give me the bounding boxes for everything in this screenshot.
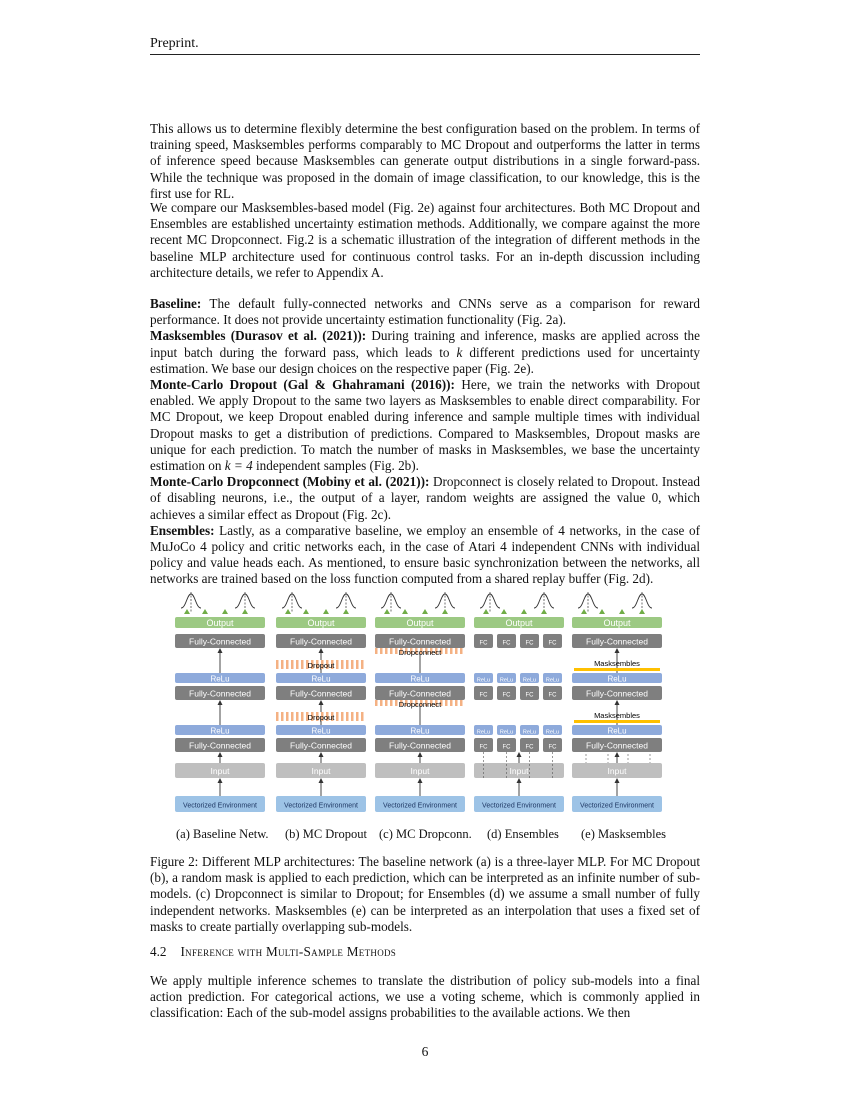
col-e-arrow-env-head — [615, 778, 620, 783]
col-a-environment-label: Vectorized Environment — [183, 802, 257, 810]
intro-paragraph-1: This allows us to determine flexibly determine the best configuration based on the problem. In terms of training speed, Masksembles performs comparably to MC Dropout and outperforms the latter in terms of inference speed because Masksembles can generate output distributions in a single forward-pass. While the technique was proposed in the domain of image classification, to our knowledge, this is the first use for RL. — [150, 121, 700, 201]
col-b-dropout-top-stripe — [351, 660, 354, 669]
col-d-environment-label: Vectorized Environment — [482, 802, 556, 810]
col-a-input-label: Input — [210, 766, 230, 776]
col-b-dropout-bottom-stripe — [301, 712, 304, 721]
col-d-relu-1-2-label: ReLu — [522, 729, 537, 736]
col-c-dropconnect-top-stripe — [385, 648, 388, 654]
col-d-relu-0-1-label: ReLu — [499, 677, 514, 684]
col-e-mask-bottom — [574, 720, 660, 723]
col-a-fc-1-label: Fully-Connected — [189, 688, 251, 699]
col-b-relu-1-label: ReLu — [311, 726, 331, 736]
col-d-output-marker-1 — [501, 609, 507, 614]
col-c-input-label: Input — [410, 766, 430, 776]
col-b-output-marker-2 — [323, 609, 329, 614]
col-c-dropconnect-bottom-stripe — [385, 700, 388, 706]
col-c-dropconnect-top-stripe — [460, 648, 463, 654]
col-d-arrow-input-head — [517, 752, 522, 757]
col-c-dropconnect-bottom-label: Dropconnect — [398, 700, 442, 709]
col-e-output-marker-0 — [581, 609, 587, 614]
running-header: Preprint. — [150, 36, 199, 51]
col-c-output-marker-3 — [442, 609, 448, 614]
col-c-dropconnect-top-stripe — [380, 648, 383, 654]
section-number: 4.2 — [150, 944, 167, 959]
col-c-output-marker-2 — [422, 609, 428, 614]
col-b-arrow-input-head — [319, 752, 324, 757]
col-b-fc-0-label: Fully-Connected — [290, 636, 352, 647]
subcaption-b: (b) MC Dropout — [285, 827, 367, 841]
col-e-fc-0-label: Fully-Connected — [586, 636, 648, 647]
col-b-input-label: Input — [311, 766, 331, 776]
col-b-fc-2-label: Fully-Connected — [290, 740, 352, 751]
col-a-output-marker-3 — [242, 609, 248, 614]
col-b-dropout-bottom-stripe — [351, 712, 354, 721]
col-b-relu-0-label: ReLu — [311, 674, 331, 684]
col-d-fc-1-3-label: FC — [548, 692, 557, 699]
col-b-arrow-mid-head — [319, 700, 324, 705]
col-b-fc-1-label: Fully-Connected — [290, 688, 352, 699]
method-ensembles: Ensembles: Lastly, as a comparative baseline, we employ an ensemble of 4 networks, in the case of MuJoCo 4 policy and critic networks each, in the case of Atari 4 independent CNNs with individual policy and value heads each. As mentioned, to ensure basic synchronization between the networks, all networks are trained based on the loss function computed from a shared replay buffer (Fig. 2d). — [150, 522, 700, 587]
col-b-output-marker-1 — [303, 609, 309, 614]
col-a-output-label: Output — [206, 618, 234, 628]
col-d-fc-0-3-label: FC — [548, 640, 557, 647]
col-d-fc-0-2-label: FC — [525, 640, 534, 647]
col-e-mask-bottom-label: Masksembles — [594, 711, 640, 720]
col-c-output-marker-1 — [402, 609, 408, 614]
col-c-dropconnect-top-stripe — [455, 648, 458, 654]
col-d-input-label: Input — [509, 766, 529, 776]
col-c-dropconnect-top-stripe — [375, 648, 378, 654]
col-a-output-marker-0 — [184, 609, 190, 614]
col-b-output-label: Output — [307, 618, 335, 628]
col-e-arrow-top-head — [615, 648, 620, 653]
col-d-fc-2-3-label: FC — [548, 744, 557, 751]
col-b-dropout-top-stripe — [341, 660, 344, 669]
col-d-relu-1-0-label: ReLu — [476, 729, 491, 736]
col-c-environment-label: Vectorized Environment — [383, 802, 457, 810]
col-b-dropout-top-stripe — [301, 660, 304, 669]
col-d-fc-1-1-label: FC — [502, 692, 511, 699]
col-b-dropout-top-stripe — [361, 660, 364, 669]
col-d-fc-2-2-label: FC — [525, 744, 534, 751]
col-e-mask-top-label: Masksembles — [594, 659, 640, 668]
col-d-fc-0-0-label: FC — [479, 640, 488, 647]
col-c-fc-2-label: Fully-Connected — [389, 740, 451, 751]
col-c-arrow-input-head — [418, 752, 423, 757]
col-e-environment-label: Vectorized Environment — [580, 802, 654, 810]
col-d-relu-0-0-label: ReLu — [476, 677, 491, 684]
col-c-dropconnect-top-stripe — [450, 648, 453, 654]
col-a-fc-2-label: Fully-Connected — [189, 740, 251, 751]
col-e-fc-2-label: Fully-Connected — [586, 740, 648, 751]
col-d-relu-0-2-label: ReLu — [522, 677, 537, 684]
col-b-dropout-bottom-stripe — [281, 712, 284, 721]
col-d-fc-2-0-label: FC — [479, 744, 488, 751]
col-b-dropout-bottom-stripe — [286, 712, 289, 721]
col-b-dropout-top-stripe — [286, 660, 289, 669]
col-c-dropconnect-top-label: Dropconnect — [398, 648, 442, 657]
col-d-relu-1-1-label: ReLu — [499, 729, 514, 736]
col-c-dropconnect-bottom-stripe — [450, 700, 453, 706]
col-c-arrow-env-head — [418, 778, 423, 783]
col-b-dropout-top-label: Dropout — [307, 661, 335, 670]
col-b-dropout-bottom-stripe — [296, 712, 299, 721]
col-c-relu-0-label: ReLu — [410, 674, 430, 684]
header-rule — [150, 54, 700, 55]
col-c-dropconnect-bottom-stripe — [380, 700, 383, 706]
col-b-dropout-bottom-stripe — [291, 712, 294, 721]
col-b-dropout-top-stripe — [356, 660, 359, 669]
col-b-dropout-top-stripe — [276, 660, 279, 669]
col-b-dropout-bottom-stripe — [346, 712, 349, 721]
col-c-fc-1-label: Fully-Connected — [389, 688, 451, 699]
col-d-fc-2-1-label: FC — [502, 744, 511, 751]
col-a-arrow-env-head — [218, 778, 223, 783]
figure-caption: Figure 2: Different MLP architectures: The baseline network (a) is a three-layer MLP. For MC Dropout (b), a random mask is applied to each prediction, which can be interpreted as an infinite number of sub-models. (c) Dropconnect is similar to Dropout; for Ensembles (d) we assume a small number of fully independent networks. Masksembles (e) can be interpreted as an interpolation that uses a fixed set of masks to create partially overlapping sub-models. — [150, 854, 700, 934]
col-a-output-marker-1 — [202, 609, 208, 614]
method-masksembles: Masksembles (Durasov et al. (2021)): During training and inference, masks are applied across the input batch during the forward pass, which leads to k different predictions used for uncertainty estimation. We base our design choices on the respective paper (Fig. 2e). — [150, 328, 701, 376]
architecture-figure — [175, 588, 685, 828]
col-c-dropconnect-bottom-stripe — [460, 700, 463, 706]
col-b-output-marker-3 — [343, 609, 349, 614]
col-a-arrow-mid-head — [218, 700, 223, 705]
col-a-fc-0-label: Fully-Connected — [189, 636, 251, 647]
col-a-relu-1-label: ReLu — [210, 726, 230, 736]
col-c-output-marker-0 — [384, 609, 390, 614]
col-b-dropout-top-stripe — [336, 660, 339, 669]
col-b-output-marker-0 — [285, 609, 291, 614]
col-d-output-marker-2 — [521, 609, 527, 614]
col-d-output-marker-3 — [541, 609, 547, 614]
col-b-arrow-top-head — [319, 648, 324, 653]
col-b-dropout-bottom-stripe — [356, 712, 359, 721]
col-c-dropconnect-bottom-stripe — [445, 700, 448, 706]
col-a-arrow-input-head — [218, 752, 223, 757]
closing-paragraph: We apply multiple inference schemes to translate the distribution of policy sub-models into a final action prediction. For categorical actions, we use a voting scheme, which is commonly applied in classification: Each of the sub-model assigns probabilities to the available actions. We then — [150, 973, 700, 1021]
page-number: 6 — [421, 1044, 429, 1059]
col-e-arrow-input-head — [615, 752, 620, 757]
col-e-relu-1-label: ReLu — [607, 726, 627, 736]
method-baseline: Baseline: The default fully-connected networks and CNNs serve as a comparison for reward performance. It does not provide uncertainty estimation functionality (Fig. 2a). — [150, 296, 700, 328]
col-a-output-marker-2 — [222, 609, 228, 614]
col-b-dropout-top-stripe — [346, 660, 349, 669]
col-b-dropout-bottom-label: Dropout — [307, 713, 335, 722]
col-c-relu-1-label: ReLu — [410, 726, 430, 736]
col-c-fc-0-label: Fully-Connected — [389, 636, 451, 647]
col-c-dropconnect-top-stripe — [445, 648, 448, 654]
col-b-dropout-bottom-stripe — [276, 712, 279, 721]
subcaption-c: (c) MC Dropconn. — [379, 827, 472, 841]
col-d-relu-1-3-label: ReLu — [545, 729, 560, 736]
col-e-output-label: Output — [603, 618, 631, 628]
col-b-dropout-bottom-stripe — [341, 712, 344, 721]
col-b-dropout-bottom-stripe — [336, 712, 339, 721]
col-b-dropout-top-stripe — [296, 660, 299, 669]
col-e-mask-top — [574, 668, 660, 671]
col-d-fc-1-2-label: FC — [525, 692, 534, 699]
col-b-arrow-env-head — [319, 778, 324, 783]
section-title: Inference with Multi-Sample Methods — [180, 944, 397, 959]
col-c-dropconnect-top-stripe — [395, 648, 398, 654]
subcaption-e: (e) Masksembles — [581, 827, 667, 841]
col-c-dropconnect-bottom-stripe — [395, 700, 398, 706]
col-e-fc-1-label: Fully-Connected — [586, 688, 648, 699]
subcaption-a: (a) Baseline Netw. — [176, 827, 269, 841]
col-a-relu-0-label: ReLu — [210, 674, 230, 684]
col-e-arrow-mid-head — [615, 700, 620, 705]
col-a-arrow-top-head — [218, 648, 223, 653]
methods-block — [150, 296, 700, 588]
col-c-dropconnect-bottom-stripe — [390, 700, 393, 706]
col-c-dropconnect-bottom-stripe — [375, 700, 378, 706]
section-heading — [150, 944, 396, 960]
col-b-dropout-top-stripe — [281, 660, 284, 669]
col-d-fc-1-0-label: FC — [479, 692, 488, 699]
col-e-input-label: Input — [607, 766, 627, 776]
col-d-relu-0-3-label: ReLu — [545, 677, 560, 684]
intro-paragraph-2: We compare our Masksembles-based model (Fig. 2e) against four architectures. Both MC Dropout and Ensembles are established uncertainty estimation methods. Additionally, we compare against the more recent MC Dropconnect. Fig.2 is a schematic illustration of the integration of different methods in the baseline MLP architecture used for continuous control tasks. For an in-depth discussion including architecture details, we refer to Appendix A. — [150, 200, 700, 280]
subcaption-d: (d) Ensembles — [487, 827, 559, 841]
col-d-fc-0-1-label: FC — [502, 640, 511, 647]
col-d-output-label: Output — [505, 618, 533, 628]
col-d-output-marker-0 — [483, 609, 489, 614]
method-mc-dropconnect: Monte-Carlo Dropconnect (Mobiny et al. (2021)): Dropconnect is closely related to Dropout. Instead of disabling neurons, i.e., the output of a layer, random weights are assigned the value 0, which achieves a similar effect as Dropout (Fig. 2c). — [150, 474, 700, 522]
col-b-environment-label: Vectorized Environment — [284, 802, 358, 810]
method-mc-dropout: Monte-Carlo Dropout (Gal & Ghahramani (2016)): Here, we train the networks with Dropout enabled. We apply Dropout to the same two layers as Masksembles to enable direct comparability. For MC Dropout, we keep Dropout enabled during inference and sample multiple times with individual Dropout masks to get a distribution of predictions. Compared to Masksembles, Dropout masks are unique for each prediction. To match the number of masks in Masksembles, we base the uncertainty estimation on k = 4 independent samples (Fig. 2b). — [150, 377, 700, 474]
col-c-dropconnect-top-stripe — [390, 648, 393, 654]
col-c-dropconnect-bottom-stripe — [455, 700, 458, 706]
col-e-output-marker-3 — [639, 609, 645, 614]
col-b-dropout-top-stripe — [291, 660, 294, 669]
col-e-relu-0-label: ReLu — [607, 674, 627, 684]
col-c-output-label: Output — [406, 618, 434, 628]
col-e-output-marker-2 — [619, 609, 625, 614]
col-e-output-marker-1 — [599, 609, 605, 614]
col-b-dropout-bottom-stripe — [361, 712, 364, 721]
col-d-arrow-env-head — [517, 778, 522, 783]
